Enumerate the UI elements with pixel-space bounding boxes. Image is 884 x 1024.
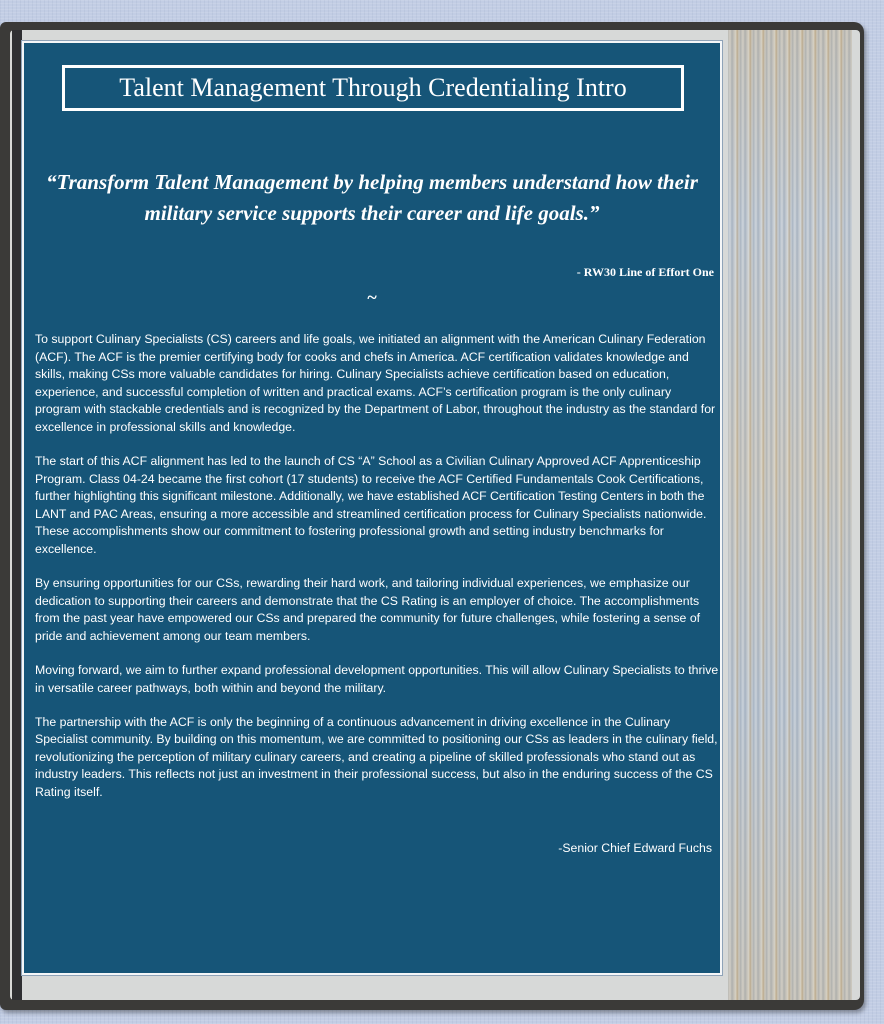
body-text [35, 331, 719, 818]
signature: -Senior Chief Edward Fuchs [558, 841, 712, 855]
quote-attribution: - RW30 Line of Effort One [576, 265, 714, 279]
paragraph: By ensuring opportunities for our CSs, rewarding their hard work, and tailoring individual experiences, we emphasize our dedication to supporting their careers and demonstrate that the CS Rating is an employer of choice. The accomplishments from the past year have empowered our CSs and prepared the community for future challenges, while fostering a sense of pride and achievement among our team members. [35, 576, 701, 643]
section-separator: ~ [367, 287, 377, 307]
title-box [62, 65, 684, 111]
book-page-tint [728, 30, 852, 1000]
paragraph: The start of this ACF alignment has led to the launch of CS “A” School as a Civilian Culinary Approved ACF Apprenticeship Program. Class 04-24 became the first cohort (17 students) to receive the ACF Certified Fundamentals Cook Certifications, further highlighting this significant milestone. Additionally, we have established ACF Certification Testing Centers in both the LANT and PAC Areas, ensuring a more accessible and streamlined certification process for Culinary Specialists nationwide. These accomplishments show our commitment to fostering professional growth and setting industry benchmarks for excellence. [35, 454, 707, 557]
book-spine [12, 30, 22, 1000]
paragraph: To support Culinary Specialists (CS) careers and life goals, we initiated an alignment with the American Culinary Federation (ACF). The ACF is the premier certifying body for cooks and chefs in America. ACF certification validates knowledge and skills, making CSs more valuable candidates for hiring. Culinary Specialists achieve certification based on education, experience, and successful completion of written and practical exams. ACF’s certification program is the only culinary program with stackable credentials and is recognized by the Department of Labor, throughout the industry as the standard for excellence in professional skills and knowledge. [35, 332, 716, 434]
paragraph: The partnership with the ACF is only the beginning of a continuous advancement in driving excellence in the Culinary Specialist community. By building on this momentum, we are committed to positioning our CSs as leaders in the culinary field, revolutionizing the perception of military culinary careers, and creating a pipeline of skilled professionals who stand out as industry leaders. This reflects not just an investment in their professional success, but also in the enduring success of the CS Rating itself. [35, 714, 718, 800]
quote-text: “Transform Talent Management by helping members understand how their military service supports their career and life goals.” [46, 170, 698, 225]
content-panel [22, 41, 722, 975]
paragraph: Moving forward, we aim to further expand professional development opportunities. This will allow Culinary Specialists to thrive in versatile career pathways, both within and beyond the military. [35, 663, 719, 695]
page-title: Talent Management Through Credentialing Intro [119, 73, 627, 102]
